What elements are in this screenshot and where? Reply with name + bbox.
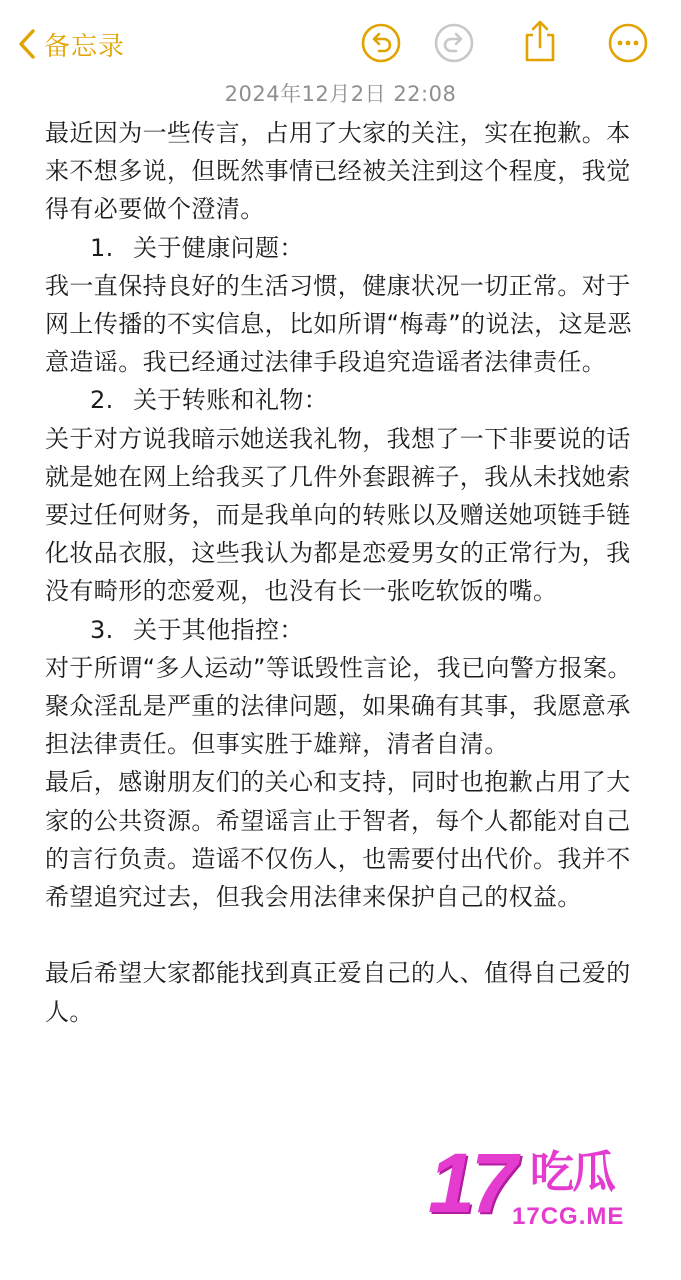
section-paragraph: 我一直保持良好的生活习惯，健康状况一切正常。对于网上传播的不实信息，比如所谓“梅毒”的说法，这是恶意造谣。我已经通过法律手段追究造谣者法律责任。	[45, 271, 632, 377]
site-watermark	[420, 1138, 670, 1233]
section-heading: 关于健康问题：	[133, 233, 304, 262]
back-button-label: 备忘录	[44, 31, 126, 62]
blank-line	[45, 916, 645, 954]
list-item-heading	[45, 229, 645, 267]
section-heading: 关于转账和礼物：	[133, 386, 329, 415]
list-item-heading	[45, 611, 645, 649]
chevron-left-icon	[18, 28, 36, 60]
watermark-digits: 17	[428, 1136, 514, 1230]
list-number: 3.	[90, 615, 114, 644]
redo-icon[interactable]	[433, 22, 475, 64]
section-heading: 关于其他指控：	[133, 615, 304, 644]
section-paragraph: 关于对方说我暗示她送我礼物，我想了一下非要说的话就是她在网上给我买了几件外套跟裤子，我从未找她索要过任何财务，而是我单向的转账以及赠送她项链手链化妆品衣服，这些我认为都是恋爱男女的正常行为，我没有畸形的恋爱观，也没有长一张吃软饭的嘴。	[45, 424, 631, 606]
note-date: 2024年12月2日 22:08	[224, 82, 457, 106]
note-body[interactable]	[45, 114, 645, 1031]
undo-icon[interactable]	[360, 22, 402, 64]
navigation-toolbar	[0, 0, 681, 86]
watermark-site: 17CG.ME	[512, 1203, 625, 1230]
closing-paragraph: 最后，感谢朋友们的关心和支持，同时也抱歉占用了大家的公共资源。希望谣言止于智者，每个人都能对自己的言行负责。造谣不仅伤人，也需要付出代价。我并不希望追究过去，但我会用法律来保护自己的权益。	[45, 768, 631, 912]
back-button[interactable]	[18, 22, 125, 66]
watermark-chinese: 吃瓜	[530, 1147, 614, 1198]
intro-paragraph: 最近因为一些传言，占用了大家的关注，实在抱歉。本来不想多说，但既然事情已经被关注到这个程度，我觉得有必要做个澄清。	[45, 119, 631, 224]
list-number: 2.	[90, 386, 114, 415]
more-icon[interactable]	[607, 22, 649, 64]
share-icon[interactable]	[519, 18, 561, 64]
section-paragraph: 对于所谓“多人运动”等诋毁性言论，我已向警方报案。聚众淫乱是严重的法律问题，如果确有其事，我愿意承担法律责任。但事实胜于雄辩，清者自清。	[45, 653, 632, 759]
final-paragraph: 最后希望大家都能找到真正爱自己的人、值得自己爱的人。	[45, 959, 631, 1026]
list-item-heading	[45, 381, 645, 419]
list-number: 1.	[90, 233, 114, 262]
